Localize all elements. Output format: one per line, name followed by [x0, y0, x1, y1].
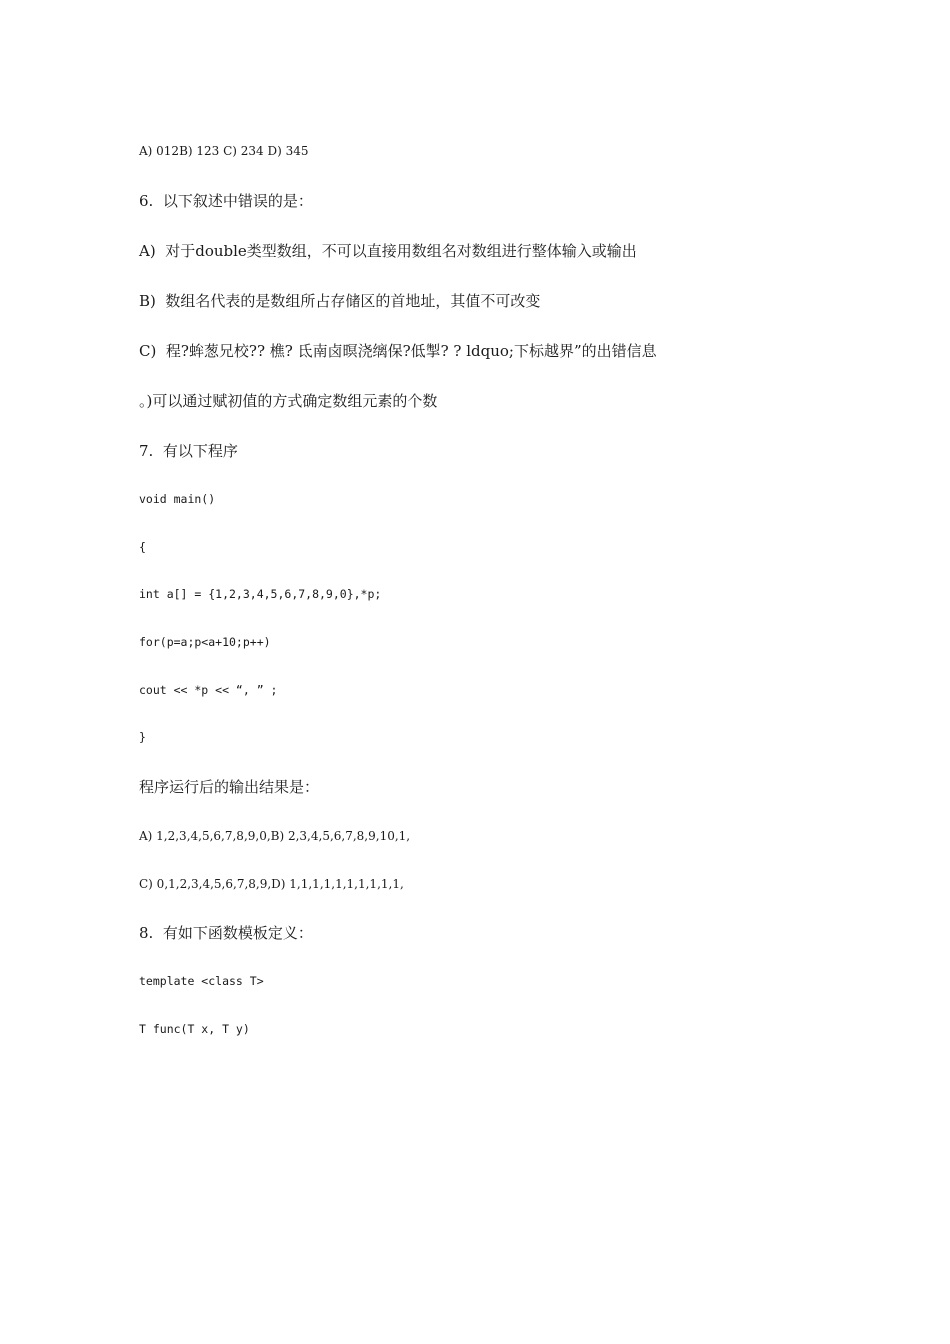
- code-line: }: [139, 730, 146, 744]
- question-6-option-d: 。)可以通过赋初值的方式确定数组元素的个数: [139, 392, 438, 410]
- code-line: cout << *p << “, ” ;: [139, 683, 278, 697]
- question-7-options-cd: C) 0,1,2,3,4,5,6,7,8,9,D) 1,1,1,1,1,1,1,1,1,1,: [139, 877, 404, 891]
- question-8-stem: 8. 有如下函数模板定义：: [139, 924, 313, 942]
- code-line: T func(T x, T y): [139, 1022, 250, 1036]
- question-6-option-b: B) 数组名代表的是数组所占存储区的首地址，其值不可改变: [139, 292, 541, 310]
- answer-options-q5: A) 012B) 123 C) 234 D) 345: [139, 144, 309, 158]
- question-7-prompt: 程序运行后的输出结果是：: [139, 778, 320, 796]
- code-line: void main(): [139, 492, 216, 506]
- question-7-stem: 7. 有以下程序: [139, 442, 238, 460]
- code-line: int a[] = {1,2,3,4,5,6,7,8,9,0},*p;: [139, 587, 382, 601]
- code-line: {: [139, 540, 146, 554]
- question-6-option-a: A) 对于double类型数组，不可以直接用数组名对数组进行整体输入或输出: [139, 242, 637, 260]
- code-line: for(p=a;p<a+10;p++): [139, 635, 271, 649]
- question-7-options-ab: A) 1,2,3,4,5,6,7,8,9,0,B) 2,3,4,5,6,7,8,9,10,1,: [139, 829, 411, 843]
- code-line: template <class T>: [139, 974, 264, 988]
- question-6-option-c: C) 程?蛑葱兄校?? 樵? 氐南卤暝浇缡保?低掣? ? ldquo;下标越界”的出错信息: [139, 342, 657, 360]
- question-6-stem: 6. 以下叙述中错误的是：: [139, 192, 313, 210]
